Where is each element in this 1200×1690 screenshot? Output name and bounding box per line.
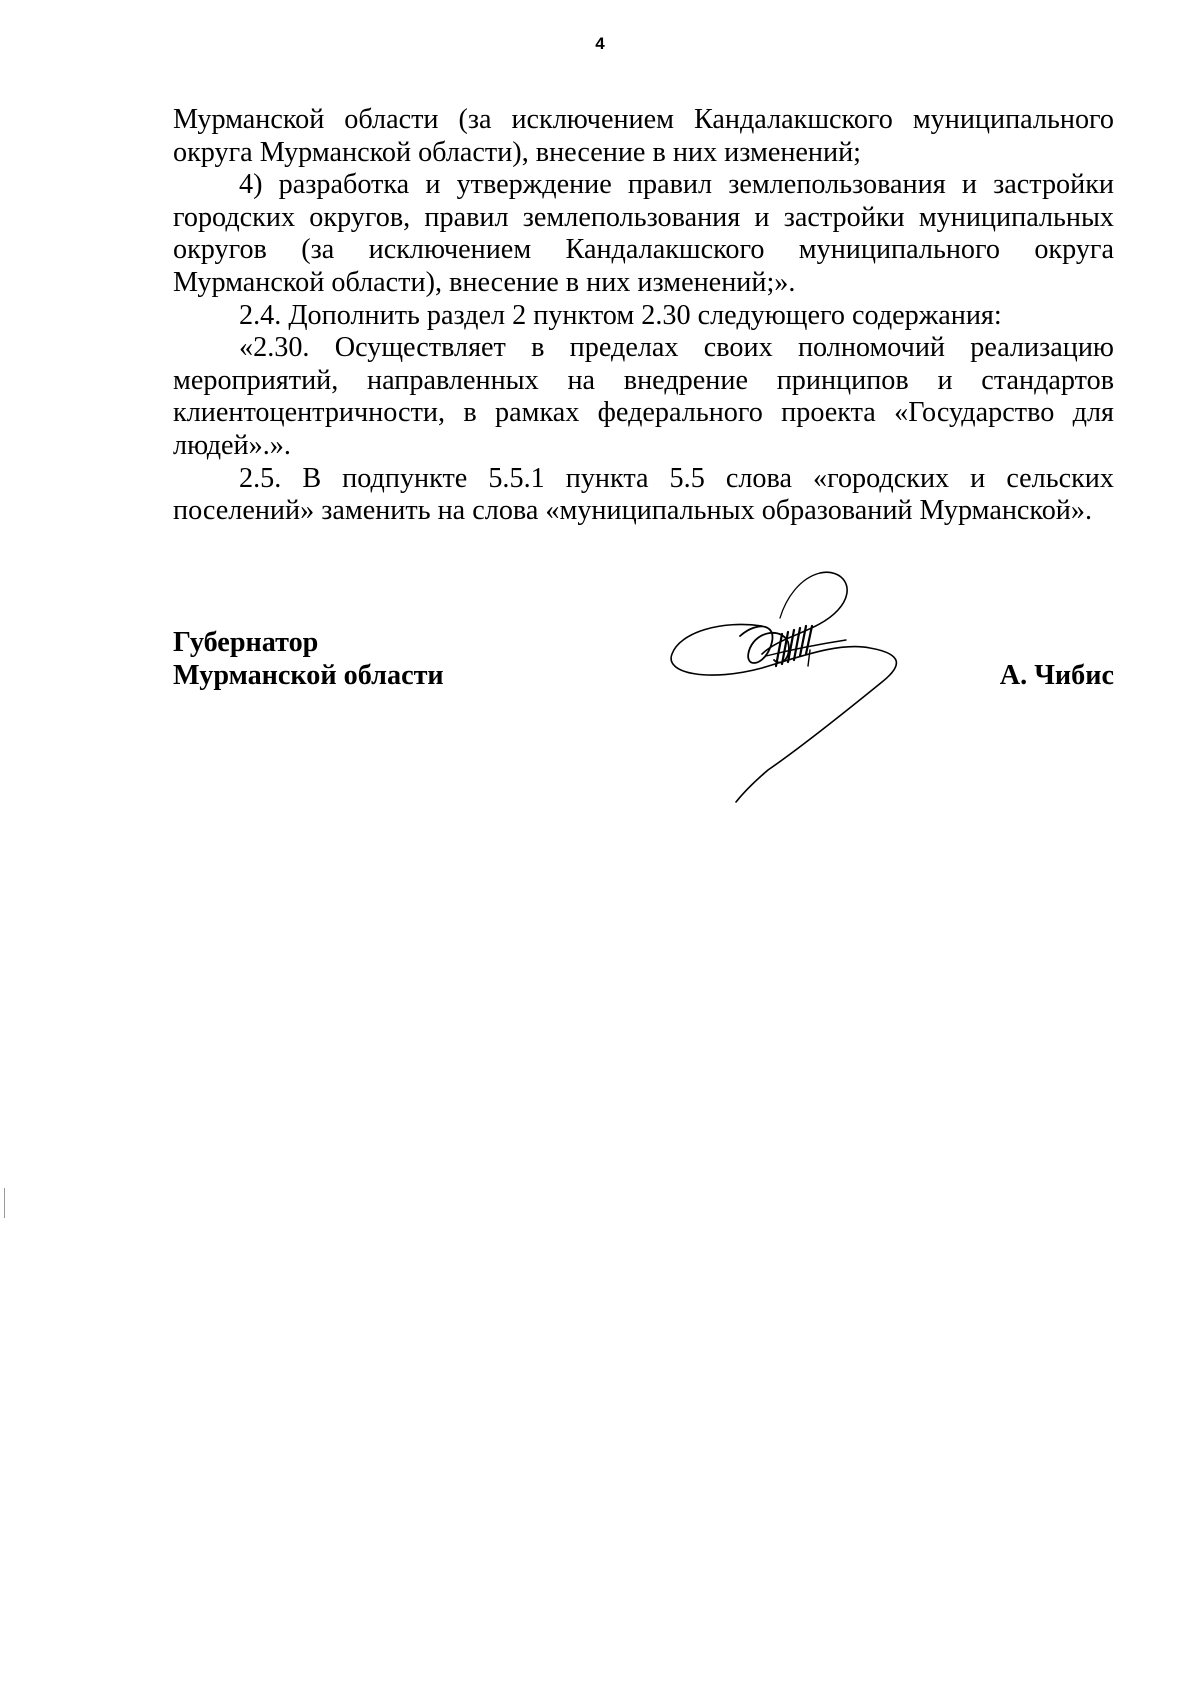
- paragraph-2-4: 2.4. Дополнить раздел 2 пунктом 2.30 следующего содержания:: [239, 299, 1002, 331]
- signature-block: [173, 626, 1114, 696]
- page-number: 4: [595, 34, 605, 53]
- signer-position: [173, 626, 444, 692]
- signer-position-line-2: Мурманской области: [173, 660, 444, 691]
- paragraph-item-4: 4) разработка и утверждение правил землепользования и застройки городских округов, правил землепользования и застройки муниципальных округов (за исключением Кандалакшского муниципального округа Мурманской области), внесение в них изменений;».: [173, 169, 1114, 298]
- paragraph-2-30: «2.30. Осуществляет в пределах своих полномочий реализацию мероприятий, направленных на внедрение принципов и стандартов клиентоцентричности, в рамках федерального проекта «Государство для людей».».: [173, 332, 1114, 461]
- paragraph-continuation: Мурманской области (за исключением Кандалакшского муниципального округа Мурманской области), внесение в них изменений;: [173, 104, 1114, 168]
- scan-edge-mark: [4, 1188, 5, 1218]
- handwritten-signature: [670, 570, 950, 820]
- signer-position-line-1: Губернатор: [173, 627, 319, 658]
- paragraph-2-5: 2.5. В подпункте 5.5.1 пункта 5.5 слова «городских и сельских поселений» заменить на слова «муниципальных образований Мурманской».: [173, 462, 1114, 527]
- document-body: [173, 104, 1114, 528]
- signer-name: А. Чибис: [999, 660, 1114, 691]
